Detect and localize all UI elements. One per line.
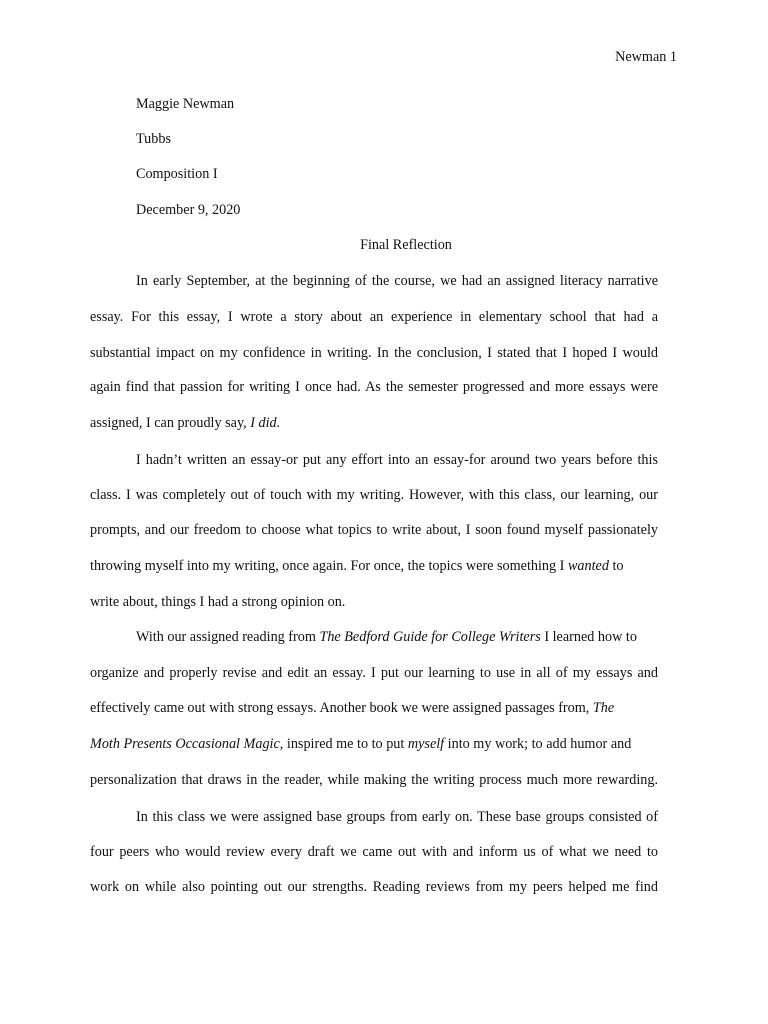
date-line: December 9, 2020 (136, 202, 241, 218)
paragraph-2-line-3: prompts, and our freedom to choose what topics to write about, I soon found myself passionately (90, 522, 658, 538)
paragraph-2-line-5: write about, things I had a strong opinion on. (90, 594, 346, 610)
instructor-name: Tubbs (136, 131, 171, 147)
paragraph-1-line-1: In early September, at the beginning of the course, we had an assigned literacy narrative (136, 273, 658, 289)
essay-title: Final Reflection (360, 237, 452, 253)
text-run: With our assigned reading from (136, 629, 320, 645)
text-run: throwing myself into my writing, once again. For once, the topics were something I (90, 558, 568, 574)
text-run: inspired me to to put (283, 736, 408, 752)
paragraph-2-line-1: I hadn’t written an essay-or put any effort into an essay-for around two years before this (136, 452, 658, 468)
running-head: Newman 1 (615, 49, 677, 65)
paragraph-3-line-4 (90, 735, 631, 753)
book-title: The Bedford Guide for College Writers (319, 629, 541, 645)
emphasis-text: myself (407, 736, 445, 752)
paragraph-2-line-2: class. I was completely out of touch with my writing. However, with this class, our learning, our (90, 487, 658, 503)
paragraph-4-line-3: work on while also pointing out our strengths. Reading reviews from my peers helped me find (90, 879, 658, 895)
paragraph-2-line-4 (90, 557, 624, 575)
book-title: Moth Presents Occasional Magic, (90, 736, 284, 752)
paragraph-3-line-3 (90, 699, 614, 717)
paragraph-4-line-2: four peers who would review every draft we came out with and inform us of what we need to (90, 844, 658, 860)
paragraph-3-line-2: organize and properly revise and edit an essay. I put our learning to use in all of my essays and (90, 665, 658, 681)
paragraph-3-line-5: personalization that draws in the reader, while making the writing process much more rewarding. (90, 772, 658, 788)
emphasis-text: I did. (250, 415, 281, 431)
text-run: to (608, 558, 624, 574)
text-run: I learned how to (540, 629, 637, 645)
text-run: effectively came out with strong essays. Another book we were assigned passages from, (90, 700, 593, 716)
emphasis-text: wanted (567, 558, 609, 574)
paragraph-3-line-1 (136, 628, 637, 646)
paragraph-1-line-5 (90, 414, 280, 432)
book-title: The (592, 700, 615, 716)
text-run: into my work; to add humor and (444, 736, 632, 752)
course-name: Composition I (136, 166, 218, 182)
paragraph-1-line-4: again find that passion for writing I once had. As the semester progressed and more essays were (90, 379, 658, 395)
paragraph-4-line-1: In this class we were assigned base groups from early on. These base groups consisted of (136, 809, 658, 825)
text-run: assigned, I can proudly say, (90, 415, 251, 431)
author-name: Maggie Newman (136, 96, 235, 112)
paragraph-1-line-2: essay. For this essay, I wrote a story about an experience in elementary school that had a (90, 309, 658, 325)
paragraph-1-line-3: substantial impact on my confidence in writing. In the conclusion, I stated that I hoped I would (90, 345, 658, 361)
